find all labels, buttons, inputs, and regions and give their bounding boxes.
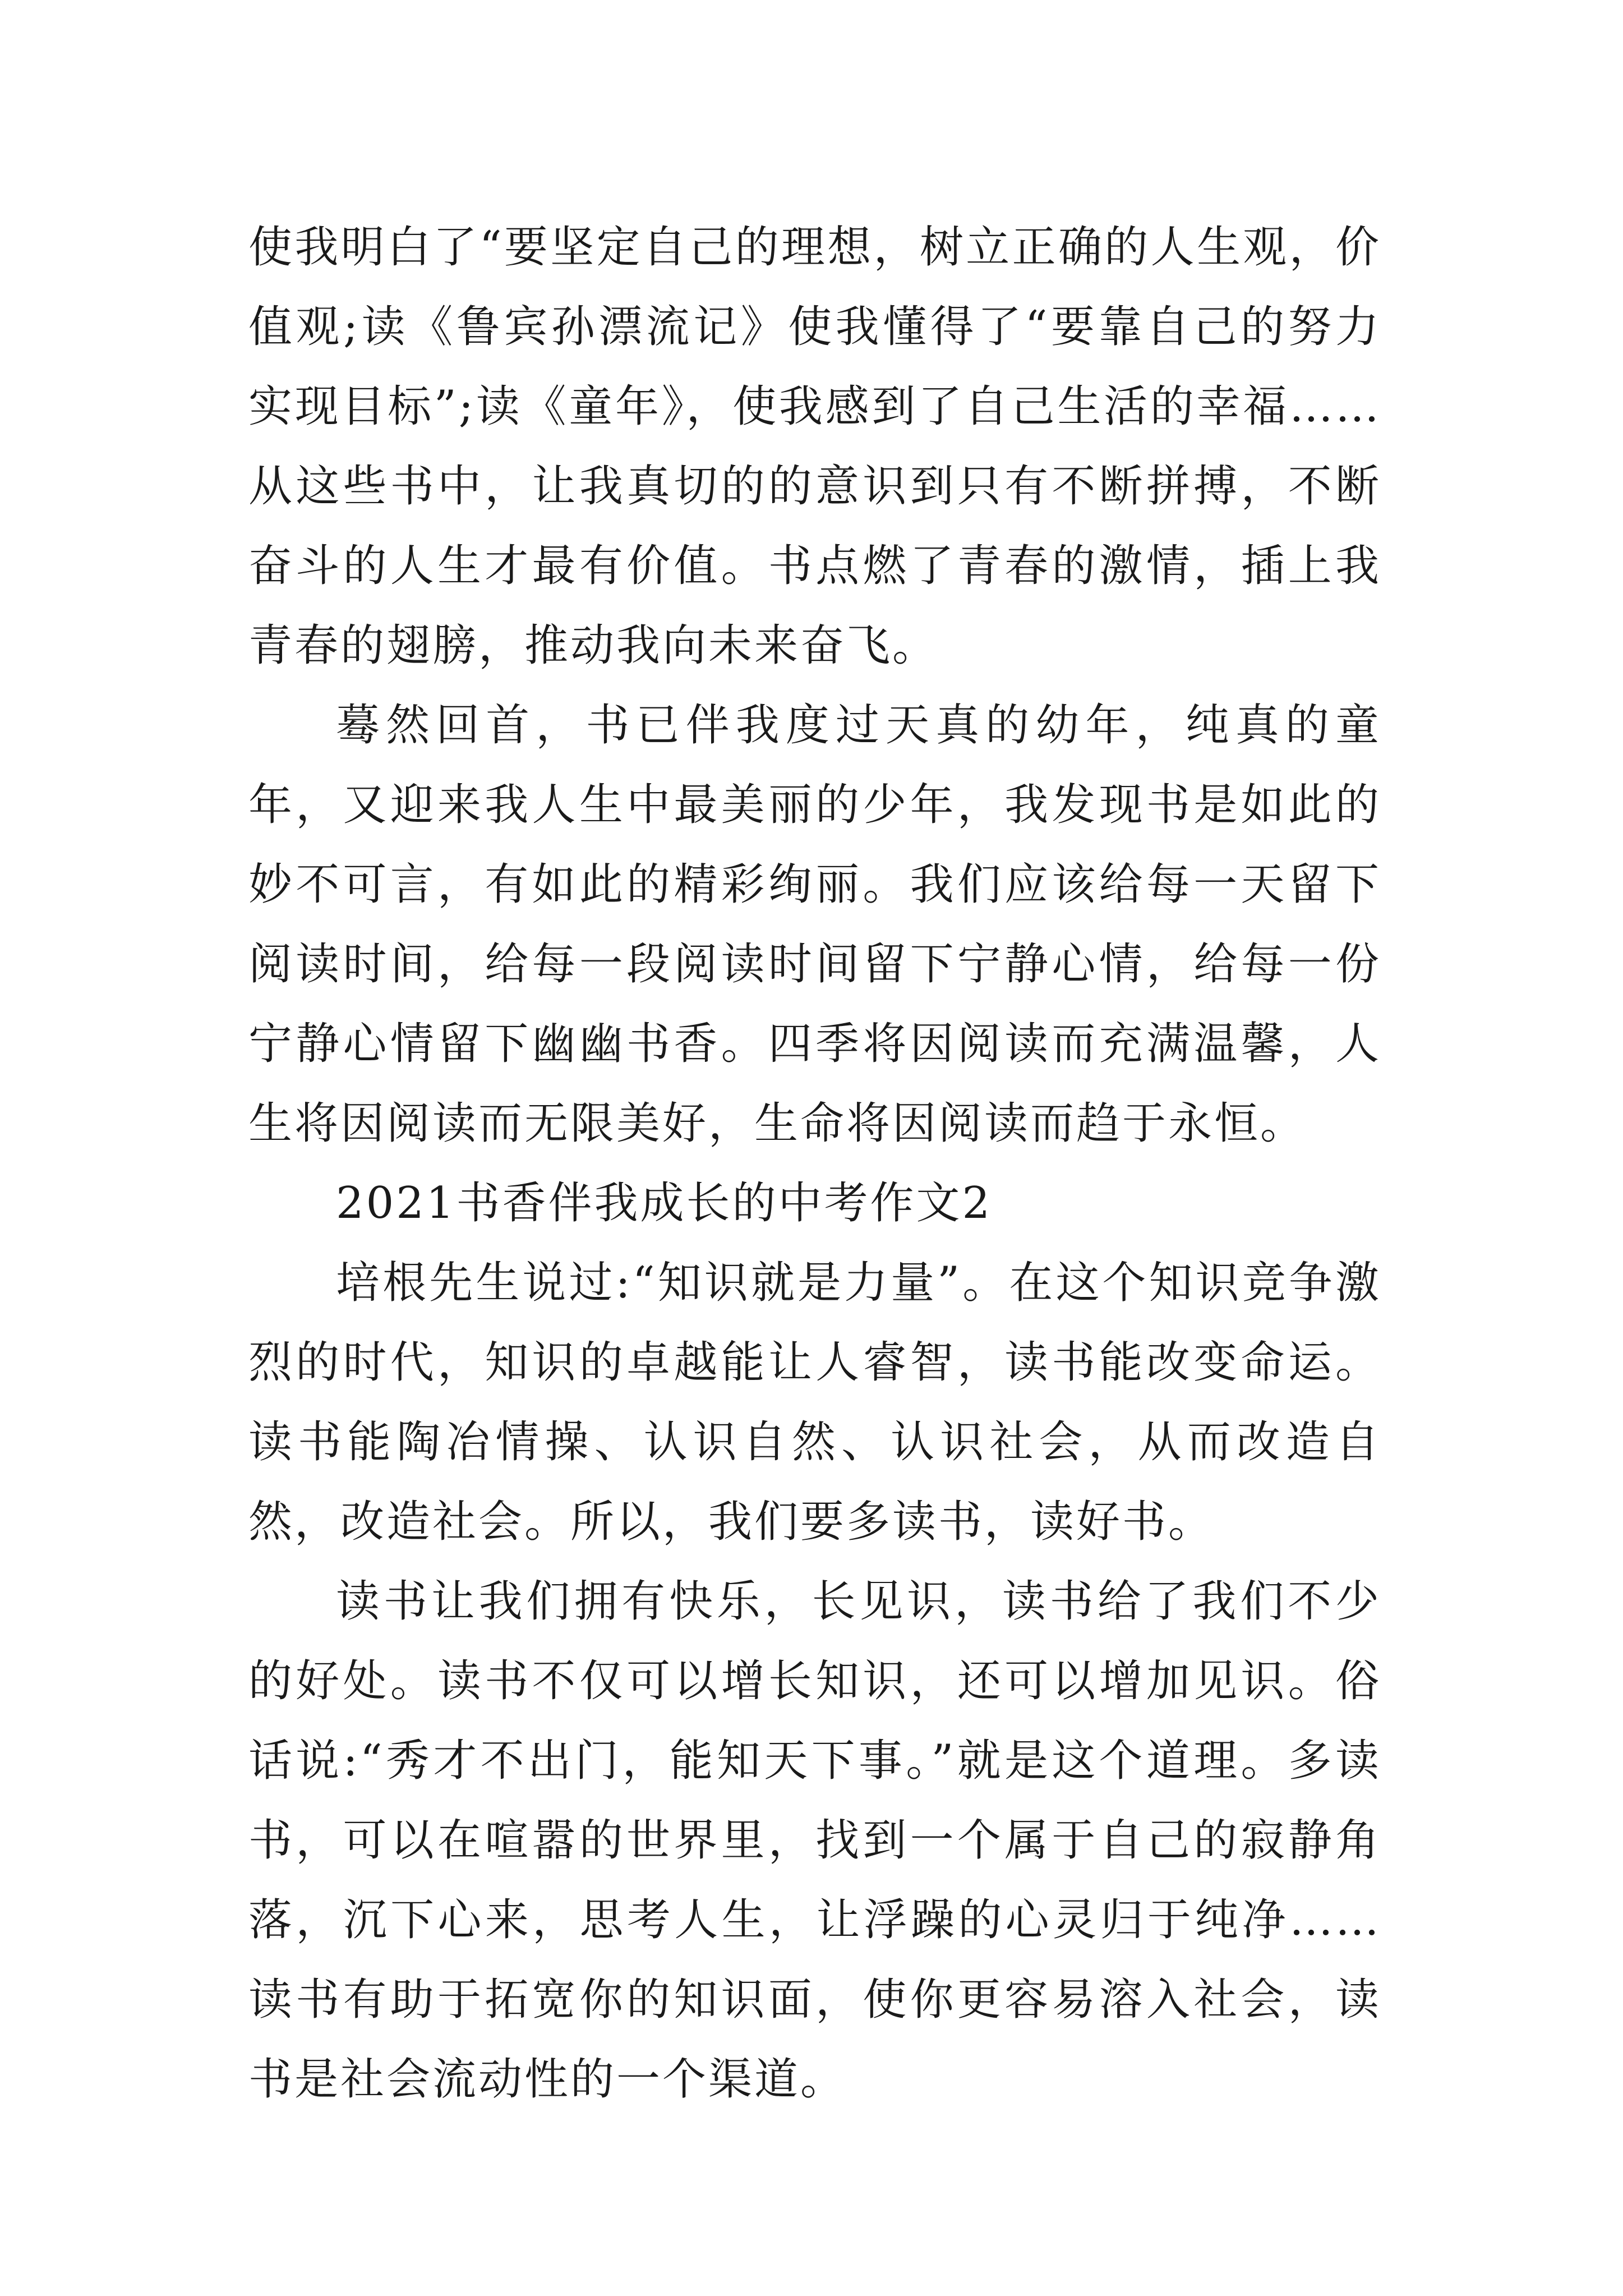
paragraph: 蓦然回首，书已伴我度过天真的幼年，纯真的童年，又迎来我人生中最美丽的少年，我发现书是如此的妙不可言，有如此的精彩绚丽。我们应该给每一天留下阅读时间，给每一段阅读时间留下宁静心情，给每一份宁静心情留下幽幽书香。四季将因阅读而充满温馨，人生将因阅读而无限美好，生命将因阅读而趋于永恒。 — [248, 700, 1381, 1149]
essay-body — [248, 208, 1381, 2119]
paragraph: 读书让我们拥有快乐，长见识，读书给了我们不少的好处。读书不仅可以增长知识，还可以增加见识。俗话说:“秀才不出门，能知天下事。”就是这个道理。多读书，可以在喧嚣的世界里，找到一个属于自己的寂静角落，沉下心来，思考人生，让浮躁的心灵归于纯净……读书有助于拓宽你的知识面，使你更容易溶入社会，读书是社会流动性的一个渠道。 — [248, 1576, 1381, 2105]
essay-title: 2021书香伴我成长的中考作文2 — [336, 1178, 993, 1228]
paragraph: 培根先生说过:“知识就是力量”。在这个知识竞争激烈的时代，知识的卓越能让人睿智，读书能改变命运。读书能陶冶情操、认识自然、认识社会，从而改造自然，改造社会。所以，我们要多读书，读好书。 — [248, 1258, 1381, 1547]
paragraph-continued: 使我明白了“要坚定自己的理想，树立正确的人生观，价值观;读《鲁宾孙漂流记》使我懂得了“要靠自己的努力实现目标”;读《童年》，使我感到了自己生活的幸福……从这些书中，让我真切的的意识到只有不断拼搏，不断奋斗的人生才最有价值。书点燃了青春的激情，插上我青春的翅膀，推动我向未来奋飞。 — [248, 222, 1381, 671]
